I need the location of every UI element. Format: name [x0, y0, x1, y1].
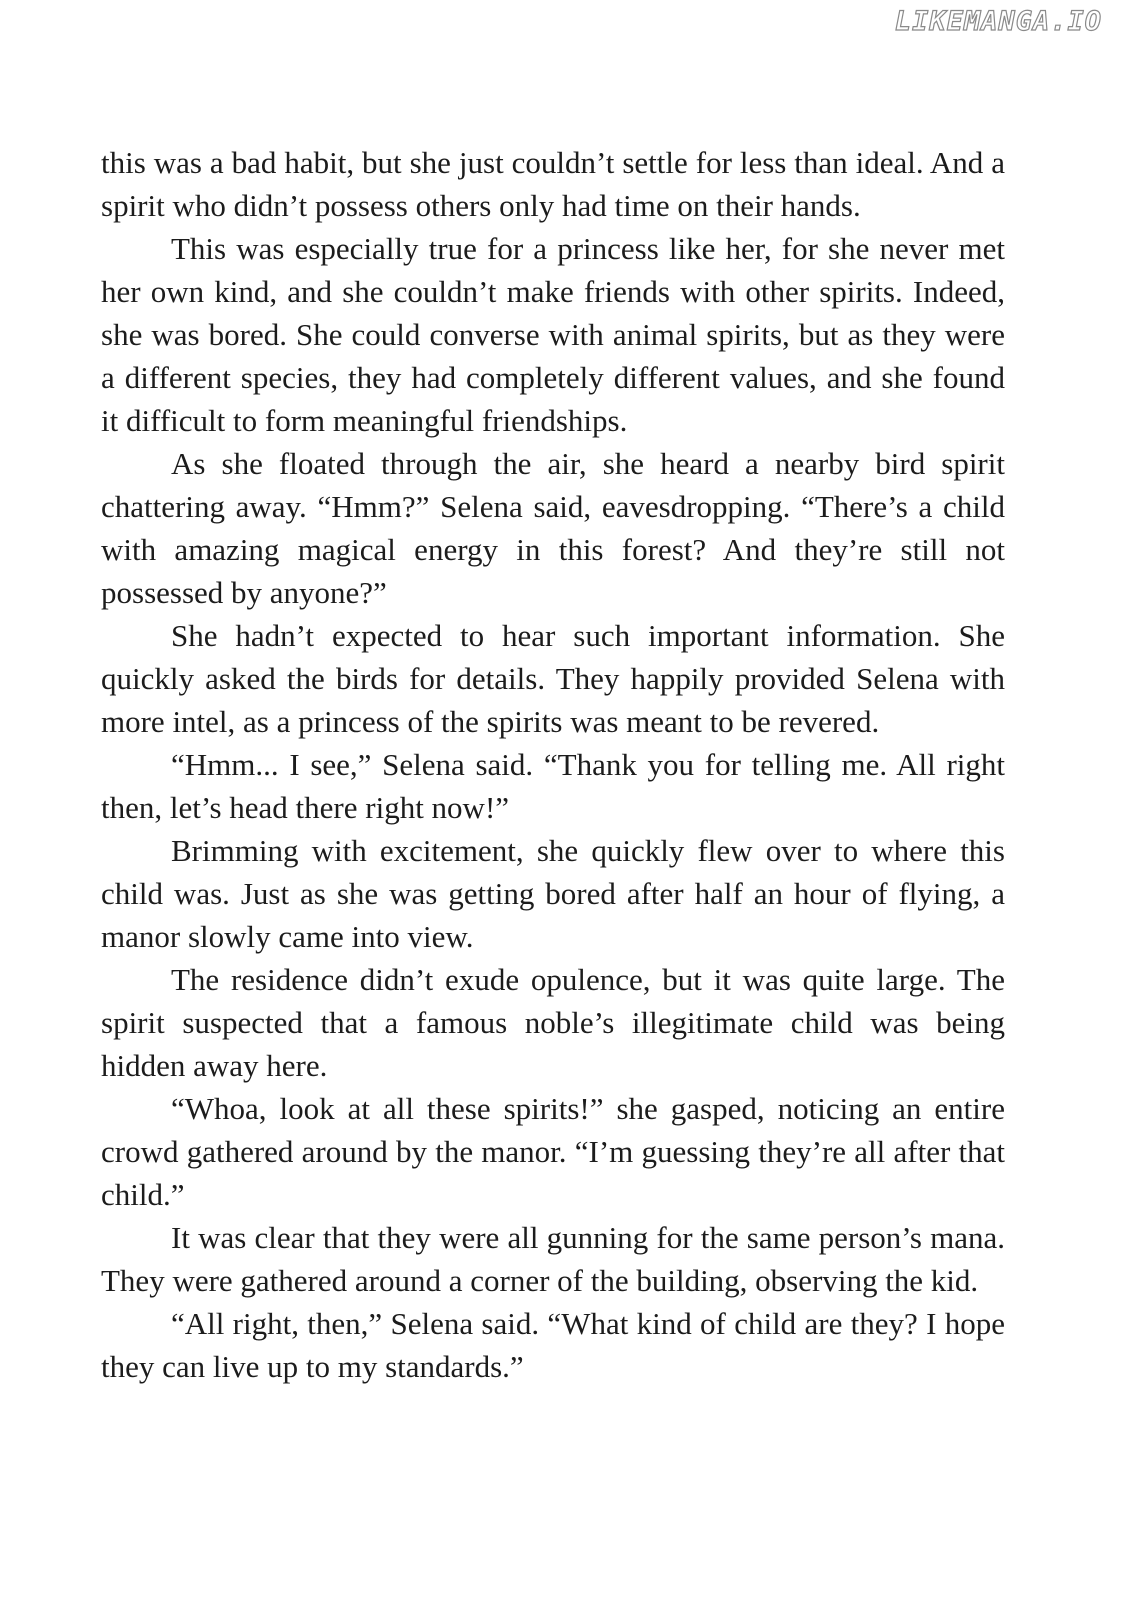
page-text: [101, 141, 1005, 1388]
paragraph: Brimming with excitement, she quickly flew over to where this child was. Just as she was getting bored after half an hour of flying, a manor slowly came into view.: [101, 833, 1005, 954]
paragraph: “Whoa, look at all these spirits!” she gasped, noticing an entire crowd gathered around by the manor. “I’m guessing they’re all after that child.”: [101, 1091, 1005, 1212]
site-watermark: LIKEMANGA.IO: [894, 6, 1102, 37]
paragraph: She hadn’t expected to hear such important information. She quickly asked the birds for details. They happily provided Selena with more intel, as a princess of the spirits was meant to be revered.: [101, 618, 1005, 739]
paragraph: “Hmm... I see,” Selena said. “Thank you for telling me. All right then, let’s head there right now!”: [101, 747, 1005, 825]
paragraph: It was clear that they were all gunning for the same person’s mana. They were gathered around a corner of the building, observing the kid.: [101, 1220, 1005, 1298]
paragraph: “All right, then,” Selena said. “What kind of child are they? I hope they can live up to my standards.”: [101, 1306, 1005, 1384]
paragraph: This was especially true for a princess like her, for she never met her own kind, and she couldn’t make friends with other spirits. Indeed, she was bored. She could converse with animal spirits, but as they were a different species, they had completely different values, and she found it difficult to form meaningful friendships.: [101, 231, 1005, 438]
paragraph: this was a bad habit, but she just couldn’t settle for less than ideal. And a spirit who didn’t possess others only had time on their hands.: [101, 145, 1005, 223]
paragraph: The residence didn’t exude opulence, but it was quite large. The spirit suspected that a famous noble’s illegitimate child was being hidden away here.: [101, 962, 1005, 1083]
paragraph: As she floated through the air, she heard a nearby bird spirit chattering away. “Hmm?” Selena said, eavesdropping. “There’s a child with amazing magical energy in this forest? And they’re still not possessed by anyone?”: [101, 446, 1005, 610]
